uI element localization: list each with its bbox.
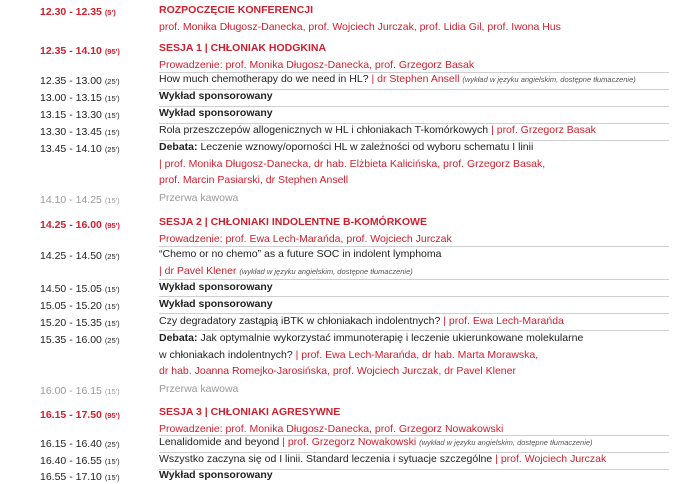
agenda-item xyxy=(159,71,669,89)
session-header xyxy=(159,404,669,437)
sponsored-lecture: Wykład sponsorowany xyxy=(159,90,273,102)
agenda-item xyxy=(159,246,669,280)
debate-label: Debata: xyxy=(159,332,198,344)
debate-panel: | prof. Monika Długosz-Danecka, dr hab. Elżbieta Kalicińska, prof. Grzegorz Basak, xyxy=(159,157,546,170)
coffee-break: Przerwa kawowa xyxy=(159,383,239,395)
time-slot: 14.50 - 15.05 (15') xyxy=(40,283,120,295)
lecture-speaker: | prof. Wojciech Jurczak xyxy=(495,453,607,465)
lecture-title: Czy degradatory zastąpią iBTK w chłoniakach indolentnych? xyxy=(159,315,441,327)
debate-topic: Leczenie wznowy/oporności HL w zależności od wyboru schematu I linii xyxy=(200,141,534,153)
lecture-speaker: | prof. Ewa Lech-Marańda xyxy=(443,315,564,327)
time-slot: 13.30 - 13.45 (15') xyxy=(40,126,120,138)
time-slot: 13.00 - 13.15 (15') xyxy=(40,92,120,104)
time-slot: 12.30 - 12.35 (5') xyxy=(40,6,116,18)
debate-item xyxy=(159,139,669,189)
lecture-title: Rola przeszczepów allogenicznych w HL i chłoniakach T-komórkowych xyxy=(159,124,489,136)
time-slot: 16.55 - 17.10 (15') xyxy=(40,471,120,483)
session-chair: Prowadzenie: prof. Monika Długosz-Danecka, prof. Grzegorz Basak xyxy=(159,58,475,71)
sponsored-lecture: Wykład sponsorowany xyxy=(159,107,273,119)
agenda-item xyxy=(159,451,669,468)
session-chair: Prowadzenie: prof. Ewa Lech-Marańda, prof. Wojciech Jurczak xyxy=(159,232,452,245)
debate-panel-cont: dr hab. Joanna Romejko-Jarosińska, prof. Wojciech Jurczak, dr Pavel Klener xyxy=(159,365,516,377)
session-header xyxy=(159,214,669,247)
lecture-title: “Chemo or no chemo” as a future SOC in indolent lymphoma xyxy=(159,248,442,260)
lecture-speaker: | dr Pavel Klener xyxy=(159,264,237,277)
time-slot: 16.00 - 16.15 (15') xyxy=(40,385,120,397)
time-slot: 15.05 - 15.20 (15') xyxy=(40,300,120,312)
time-slot: 12.35 - 13.00 (25') xyxy=(40,75,120,87)
lecture-speaker: | prof. Grzegorz Nowakowski xyxy=(282,436,417,448)
opening-title: ROZPOCZĘCIE KONFERENCJI xyxy=(159,4,314,16)
debate-topic-cont: w chłoniakach indolentnych? xyxy=(159,348,293,361)
lecture-title: How much chemotherapy do we need in HL? xyxy=(159,73,369,85)
time-slot: 15.20 - 15.35 (15') xyxy=(40,317,120,329)
agenda-item xyxy=(159,2,669,35)
time-slot: 14.25 - 14.50 (25') xyxy=(40,250,120,262)
translation-note: (wykład w języku angielskim, dostępne tłumaczenie) xyxy=(462,75,636,84)
agenda-item xyxy=(159,122,669,139)
session-header xyxy=(159,40,669,73)
lecture-title: Lenalidomide and beyond xyxy=(159,436,280,448)
session-title: SESJA 1 | CHŁONIAK HODGKINA xyxy=(159,42,327,54)
time-slot: 16.15 - 16.40 (25') xyxy=(40,438,120,450)
sponsored-lecture: Wykład sponsorowany xyxy=(159,298,273,310)
lecture-speaker: | prof. Grzegorz Basak xyxy=(491,124,596,136)
debate-panel: | prof. Ewa Lech-Marańda, dr hab. Marta Morawska, xyxy=(295,348,539,361)
lecture-speaker: | dr Stephen Ansell xyxy=(371,73,460,85)
coffee-break: Przerwa kawowa xyxy=(159,192,239,204)
time-slot: 14.10 - 14.25 (15') xyxy=(40,194,120,206)
debate-topic: Jak optymalnie wykorzystać immunoterapię i leczenie ukierunkowane molekularne xyxy=(200,332,584,344)
time-slot: 13.45 - 14.10 (25') xyxy=(40,143,120,155)
time-slot: 16.15 - 17.50 (95') xyxy=(40,409,120,421)
session-title: SESJA 2 | CHŁONIAKI INDOLENTNE B-KOMÓRKOWE xyxy=(159,216,427,228)
debate-label: Debata: xyxy=(159,141,198,153)
time-slot: 12.35 - 14.10 (95') xyxy=(40,45,120,57)
time-slot: 14.25 - 16.00 (95') xyxy=(40,219,120,231)
session-chair: Prowadzenie: prof. Monika Długosz-Danecka, prof. Grzegorz Nowakowski xyxy=(159,422,504,435)
debate-panel-cont: prof. Marcin Pasiarski, dr Stephen Ansell xyxy=(159,174,349,186)
opening-speakers: prof. Monika Długosz-Danecka, prof. Wojciech Jurczak, prof. Lidia Gil, prof. Iwona Hus xyxy=(159,20,561,33)
time-slot: 15.35 - 16.00 (25') xyxy=(40,334,120,346)
translation-note: (wykład w języku angielskim, dostępne tłumaczenie) xyxy=(239,266,413,276)
time-slot: 16.40 - 16.55 (15') xyxy=(40,455,120,467)
debate-item xyxy=(159,330,669,380)
translation-note: (wykład w języku angielskim, dostępne tłumaczenie) xyxy=(419,438,593,447)
agenda-item xyxy=(159,313,669,330)
sponsored-lecture: Wykład sponsorowany xyxy=(159,281,273,293)
agenda-item xyxy=(159,434,669,452)
lecture-title: Wszystko zaczyna się od I linii. Standard leczenia i sytuacje szczególne xyxy=(159,453,493,465)
time-slot: 13.15 - 13.30 (15') xyxy=(40,109,120,121)
session-title: SESJA 3 | CHŁONIAKI AGRESYWNE xyxy=(159,406,341,418)
sponsored-lecture: Wykład sponsorowany xyxy=(159,469,273,481)
